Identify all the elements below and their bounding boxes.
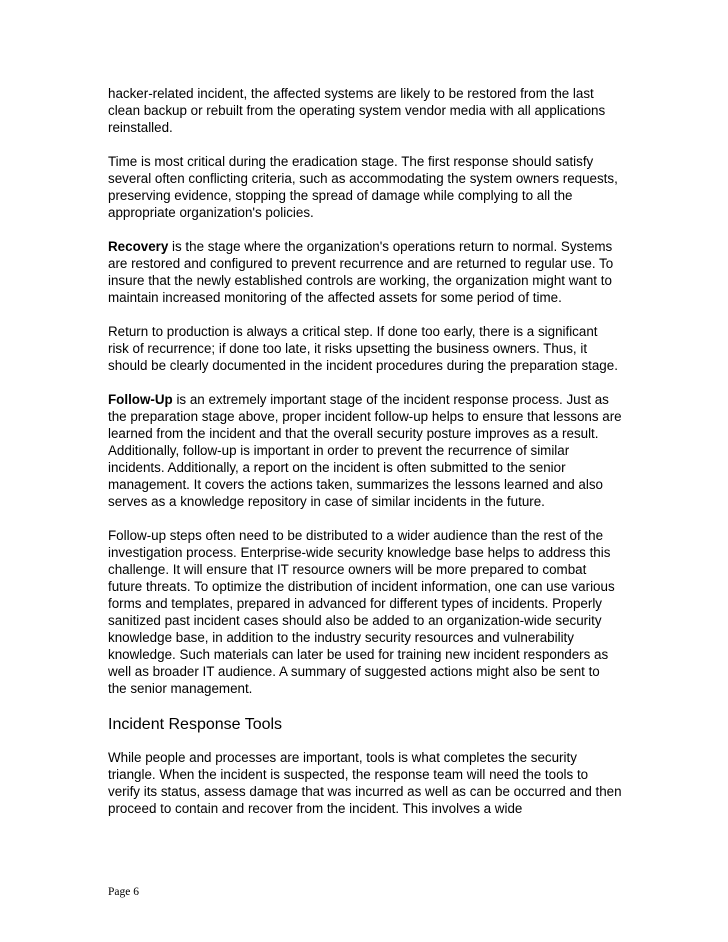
paragraph-text: hacker-related incident, the affected systems are likely to be restored from the last clean backup or rebuilt from the operating system vendor media with all applications reinstalled. <box>108 86 606 135</box>
paragraph-text: While people and processes are important, tools is what completes the security triangle. When the incident is suspected, the response team will need the tools to verify its status, assess damage that was incurred as well as can be occurred and then proceed to contain and recover from the incident. This involves a wide <box>108 750 622 816</box>
paragraph-text: Return to production is always a critical step. If done too early, there is a significant risk of recurrence; if done too late, it risks upsetting the business owners. Thus, it should be clearly documented in the incident procedures during the preparation stage. <box>108 324 618 373</box>
page-body <box>108 85 622 834</box>
term-follow-up: Follow-Up <box>108 392 173 407</box>
section-heading-incident-response-tools: Incident Response Tools <box>108 716 283 733</box>
paragraph-text: is the stage where the organization's operations return to normal. Systems are restored and configured to prevent recurrence and are returned to regular use. To insure that the newly established controls are working, the organization might want to maintain increased monitoring of the affected assets for some period of time. <box>108 239 614 305</box>
paragraph-restoration <box>108 85 622 136</box>
paragraph-text: Time is most critical during the eradication stage. The first response should satisfy several often conflicting criteria, such as accommodating the system owners requests, preserving evidence, stopping the spread of damage while complying to all the appropriate organization's policies. <box>108 154 618 220</box>
paragraph-return-to-production <box>108 323 622 374</box>
paragraph-tools-intro <box>108 749 622 817</box>
paragraph-follow-up-distribution <box>108 527 622 697</box>
term-recovery: Recovery <box>108 239 169 254</box>
paragraph-recovery <box>108 238 622 306</box>
paragraph-text: is an extremely important stage of the incident response process. Just as the preparation stage above, proper incident follow-up helps to ensure that lessons are learned from the incident and that the overall security posture improves as a result. Additionally, follow-up is important in order to prevent the recurrence of similar incidents. Additionally, a report on the incident is often submitted to the senior management. It covers the actions taken, summarizes the lessons learned and also serves as a knowledge repository in case of similar incidents in the future. <box>108 392 622 509</box>
paragraph-follow-up <box>108 391 622 510</box>
paragraph-eradication-time <box>108 153 622 221</box>
page-number: Page 6 <box>108 886 139 898</box>
paragraph-text: Follow-up steps often need to be distributed to a wider audience than the rest of the investigation process. Enterprise-wide security knowledge base helps to address this challenge. It will ensure that IT resource owners will be more prepared to combat future threats. To optimize the distribution of incident information, one can use various forms and templates, prepared in advanced for different types of incidents. Properly sanitized past incident cases should also be added to an organization-wide security knowledge base, in addition to the industry security resources and vulnerability knowledge. Such materials can later be used for training new incident responders as well as broader IT audience. A summary of suggested actions might also be sent to the senior management. <box>108 528 615 696</box>
